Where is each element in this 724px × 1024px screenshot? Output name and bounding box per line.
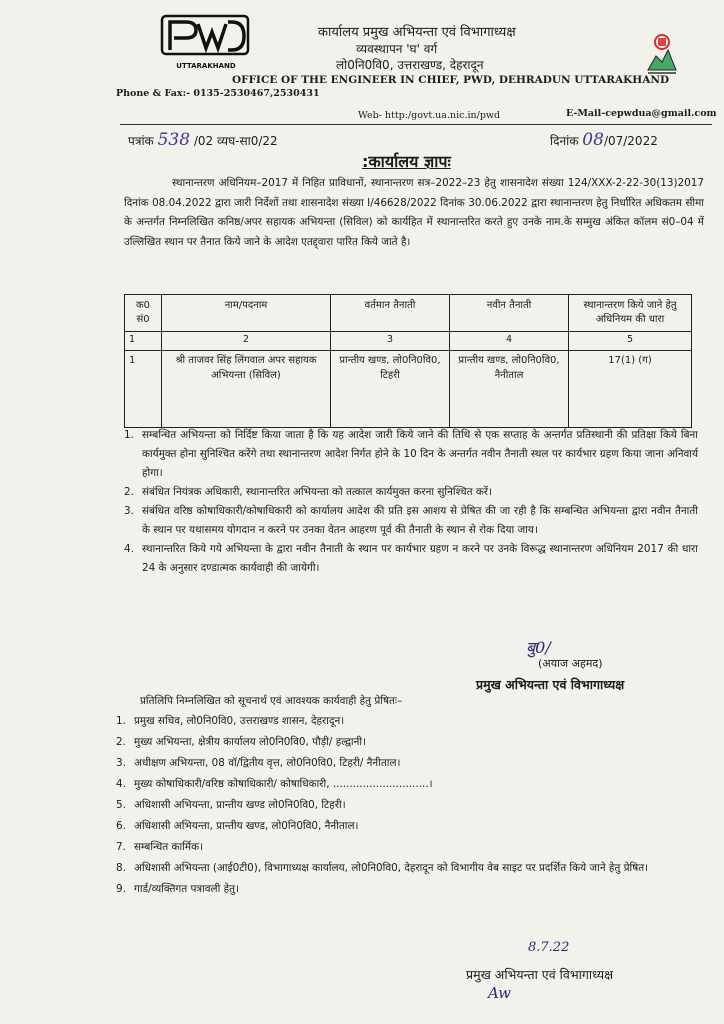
- signature-scribble: Aw: [488, 984, 511, 1002]
- list-item: [116, 754, 702, 773]
- row-name: श्री ताजवर सिंह लिंगवाल अपर सहायक अभियन्ता (सिविल): [162, 351, 331, 428]
- pwd-logo: [160, 14, 252, 72]
- row-serial: 1: [125, 351, 162, 428]
- list-item: [116, 733, 702, 752]
- table-row: [125, 351, 692, 428]
- row-new-posting: प्रान्तीय खण्ड, लो0नि0वि0, नैनीताल: [450, 351, 569, 428]
- date-month-year: /07/2022: [603, 134, 658, 148]
- date-label: दिनांक: [550, 134, 579, 148]
- header-current-posting: वर्तमान तैनाती: [331, 295, 450, 332]
- list-item: [124, 483, 698, 502]
- item-text: अधिशासी अभियन्ता, प्रान्तीय खण्ड लो0नि0वि0, टिहरी।: [134, 799, 346, 811]
- signature-mark: बु0/: [526, 638, 551, 657]
- column-number: 3: [331, 332, 450, 351]
- office-name-hindi: कार्यालय प्रमुख अभियन्ता एवं विभागाध्यक्ष: [318, 25, 516, 40]
- item-text: मुख्य अभियन्ता, क्षेत्रीय कार्यालय लो0नि0वि0, पौड़ी/ हल्द्वानी।: [134, 736, 367, 748]
- item-number: 1.: [116, 715, 126, 727]
- item-number: 9.: [116, 883, 126, 895]
- list-item: [116, 838, 702, 857]
- column-number: 4: [450, 332, 569, 351]
- address-hindi: लो0नि0वि0, उत्तराखण्ड, देहरादून: [336, 58, 484, 72]
- item-number: 2.: [116, 736, 126, 748]
- list-item: [116, 880, 702, 899]
- item-text: अधिशासी अभियन्ता, प्रान्तीय खण्ड, लो0नि0वि0, नैनीताल।: [134, 820, 359, 832]
- signature-date-mark: 8.7.22: [528, 940, 570, 955]
- item-number: 5.: [116, 799, 126, 811]
- copy-list: [116, 712, 702, 901]
- item-number: 3.: [116, 757, 126, 769]
- header-serial: क0 सं0: [125, 295, 162, 332]
- list-item: [116, 712, 702, 731]
- logo-caption: UTTARAKHAND: [176, 62, 236, 70]
- item-number: 2.: [124, 486, 134, 498]
- list-item: [124, 426, 698, 483]
- instruction-list: [124, 426, 698, 578]
- website: Web- http:/govt.ua.nic.in/pwd: [358, 110, 501, 121]
- item-number: 8.: [116, 862, 126, 874]
- item-text: सम्बन्धित अभियन्ता को निर्दिष्ट किया जाता है कि यह आदेश जारी किये जाने की तिथि से एक सप्ताह के अन्तर्गत प्रतिस्थानी की प्रतिक्षा किये बिना कार्यमुक्त होना सुनिश्चित करेंगे तथा स्थानान्तरण आदेश निर्गत होने के 10 दिन के अन्तर्गत नवीन तैनाती स्थल पर कार्यभार ग्रहण किया जाना अनिवार्य होगा।: [142, 429, 698, 479]
- reference-label: पत्रांक: [128, 134, 154, 148]
- item-number: 6.: [116, 820, 126, 832]
- memo-title: :कार्यालय ज्ञापः: [362, 152, 451, 171]
- item-number: 7.: [116, 841, 126, 853]
- column-number: 5: [569, 332, 692, 351]
- phone-fax: Phone & Fax:- 0135-2530467,2530431: [116, 88, 320, 99]
- item-text: प्रमुख सचिव, लो0नि0वि0, उत्तराखण्ड शासन, देहरादून।: [134, 715, 345, 727]
- reference-number: [128, 130, 278, 150]
- row-act-section: 17(1) (ग): [569, 351, 692, 428]
- row-current-posting: प्रान्तीय खण्ड, लो0नि0वि0, टिहरी: [331, 351, 450, 428]
- item-text: संबंधित नियंत्रक अधिकारी, स्थानान्तरित अभियन्ता को तत्काल कार्यमुक्त करना सुनिश्चित करें।: [142, 486, 492, 498]
- column-number: 1: [125, 332, 162, 351]
- signatory-designation: प्रमुख अभियन्ता एवं विभागाध्यक्ष: [476, 677, 625, 692]
- item-text: अधीक्षण अभियन्ता, 08 वॉ/द्वितीय वृत्त, लो0नि0वि0, टिहरी/ नैनीताल।: [134, 757, 401, 769]
- section-name: व्यवस्थापन 'घ' वर्ग: [356, 42, 438, 56]
- intro-paragraph: स्थानान्तरण अधिनियम–2017 में निहित प्राविधानों, स्थानान्तरण सत्र–2022–23 हेतु शासनादेश संख्या 124/XXX-2-22-30(13)2017 दिनांक 08.04.2022 द्वारा जारी निर्देशों तथा शासनादेश संख्या I/46628/2022 दिनांक 30.06.2022 द्वारा स्थानान्तरण हेतु निर्धारित अधिकतम सीमा के अन्तर्गत निम्नलिखित कनिष्ठ/अपर सहायक अभियन्ता (सिविल) को कार्यहित में स्थानान्तरित करते हुए उनके नाम.के सम्मुख अंकित कॉलम सं0–04 में उल्लिखित स्थान पर तैनात किये जाने के आदेश एतद्द्वारा पारित किये जाते है।: [124, 177, 704, 248]
- item-text: संबंधित वरिष्ठ कोषाधिकारी/कोषाधिकारी को कार्यालय आदेश की प्रति इस आशय से प्रेषित की जा रही है कि सम्बन्धित अभियन्ता द्वारा नवीन तैनाती के स्थान पर यथासमय योगदान न करने पर उनका वेतन आहरण पूर्व की तैनाती के स्थान से रोक दिया जाय।: [142, 505, 698, 536]
- item-text: सम्बन्धित कार्मिक।: [134, 841, 204, 853]
- item-text: गार्ड/व्यक्तिगत पत्रावली हेतु।: [134, 883, 239, 895]
- copy-heading: प्रतिलिपि निम्नलिखित को सूचनार्थ एवं आवश्यक कार्यवाही हेतु प्रेषितः–: [140, 695, 403, 707]
- item-number: 4.: [124, 543, 134, 555]
- table-header-row: [125, 295, 692, 332]
- list-item: [116, 859, 702, 878]
- state-emblem-icon: [644, 30, 680, 78]
- date-handwritten-day: 08: [582, 130, 604, 150]
- list-item: [116, 817, 702, 836]
- item-number: 1.: [124, 429, 134, 441]
- footer-designation: प्रमुख अभियन्ता एवं विभागाध्यक्ष: [466, 967, 614, 982]
- signatory-name: (अयाज अहमद): [538, 657, 603, 670]
- item-number: 3.: [124, 505, 134, 517]
- column-number: 2: [162, 332, 331, 351]
- item-number: 4.: [116, 778, 126, 790]
- table-column-number-row: [125, 332, 692, 351]
- header-act-section: स्थानान्तरण किये जाने हेतु अधिनियम की धारा: [569, 295, 692, 332]
- reference-suffix: /02 व्यघ-सा0/22: [193, 134, 278, 148]
- item-text: स्थानान्तरित किये गये अभियन्ता के द्वारा नवीन तैनाती के स्थान पर कार्यभार ग्रहण न करने पर उनके विरूद्ध स्थानान्तरण अधिनियम 2017 की धारा 24 के अनुसार दण्डात्मक कार्यवाही की जायेगी।: [142, 543, 698, 574]
- list-item: [124, 540, 698, 578]
- issue-date: [550, 130, 658, 150]
- item-text: अधिशासी अभियन्ता (आई0टी0), विभागाध्यक्ष कार्यालय, लो0नि0वि0, देहरादून को विभागीय वेब साइट पर प्रदर्शित किये जाने हेतु प्रेषित।: [134, 862, 649, 874]
- transfer-table: [124, 294, 692, 428]
- header-new-posting: नवीन तैनाती: [450, 295, 569, 332]
- email-address: E-Mail-cepwdua@gmail.com: [566, 108, 717, 119]
- list-item: [116, 775, 702, 794]
- header-divider: [120, 124, 712, 125]
- item-text: मुख्य कोषाधिकारी/वरिष्ठ कोषाधिकारी/ कोषाधिकारी, .............................।: [134, 778, 433, 790]
- reference-handwritten-number: 538: [157, 130, 191, 150]
- list-item: [124, 502, 698, 540]
- list-item: [116, 796, 702, 815]
- office-name-english: OFFICE OF THE ENGINEER IN CHIEF, PWD, DEHRADUN UTTARAKHAND: [232, 74, 670, 86]
- header-name: नाम/पदनाम: [162, 295, 331, 332]
